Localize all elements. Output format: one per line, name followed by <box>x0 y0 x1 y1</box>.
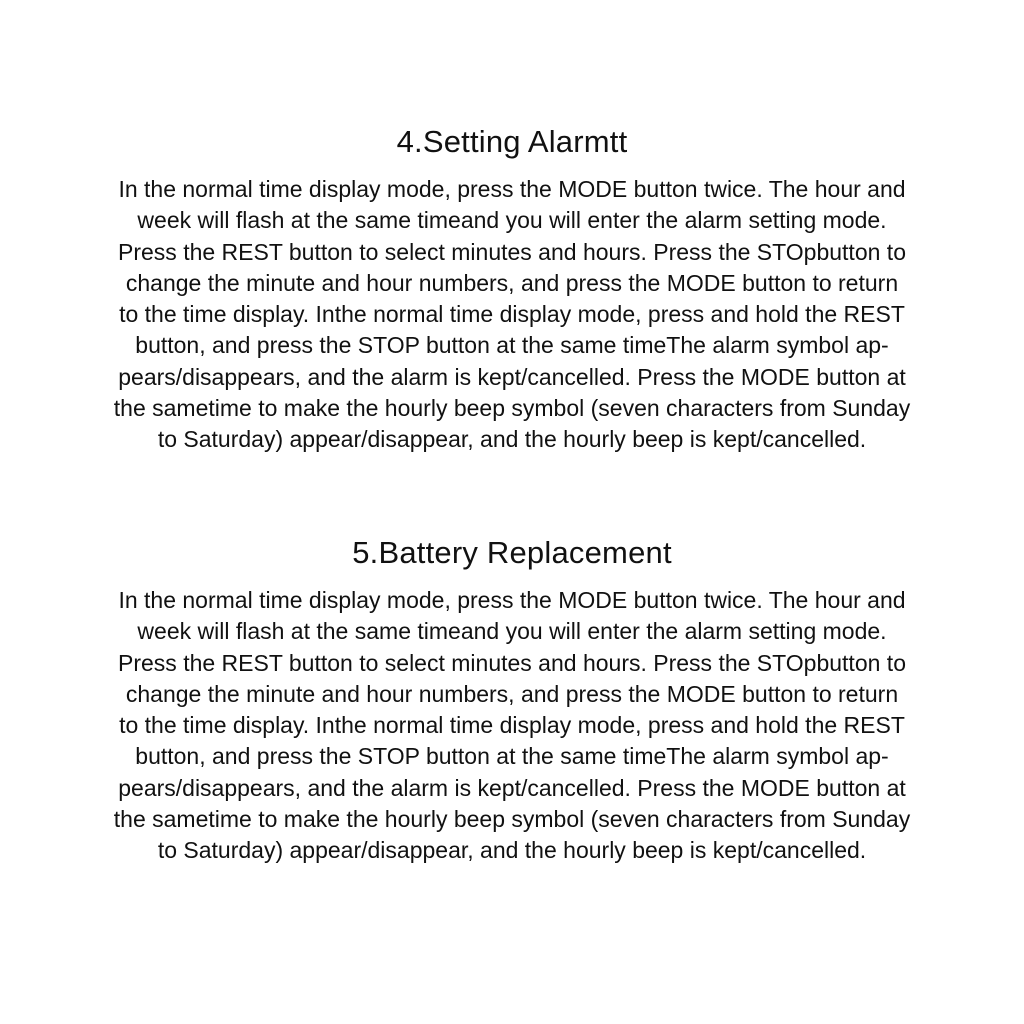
section-heading: 4.Setting Alarmtt <box>396 124 628 159</box>
section-paragraph <box>40 174 984 456</box>
paragraph-line: pears/disappears, and the alarm is kept/cancelled. Press the MODE button at <box>118 363 906 390</box>
paragraph-line: button, and press the STOP button at the same timeThe alarm symbol ap- <box>135 743 889 770</box>
paragraph-line: to Saturday) appear/disappear, and the hourly beep is kept/cancelled. <box>157 426 867 453</box>
section-battery-replacement <box>40 533 984 867</box>
paragraph-line: to the time display. Inthe normal time display mode, press and hold the REST <box>119 301 905 328</box>
paragraph-line: to the time display. Inthe normal time display mode, press and hold the REST <box>119 712 905 739</box>
paragraph-line: button, and press the STOP button at the same timeThe alarm symbol ap- <box>135 332 889 359</box>
paragraph-line: the sametime to make the hourly beep symbol (seven characters from Sunday <box>113 806 911 833</box>
paragraph-line: the sametime to make the hourly beep symbol (seven characters from Sunday <box>113 395 911 422</box>
section-heading: 5.Battery Replacement <box>352 535 672 570</box>
paragraph-line: week will flash at the same timeand you will enter the alarm setting mode. <box>137 618 887 645</box>
paragraph-line: In the normal time display mode, press the MODE button twice. The hour and <box>118 587 906 613</box>
paragraph-line: change the minute and hour numbers, and press the MODE button to return <box>125 269 899 296</box>
section-setting-alarm <box>40 122 984 456</box>
paragraph-line: In the normal time display mode, press the MODE button twice. The hour and <box>118 176 906 202</box>
paragraph-line: Press the REST button to select minutes and hours. Press the STOpbutton to <box>118 649 906 676</box>
paragraph-line: pears/disappears, and the alarm is kept/cancelled. Press the MODE button at <box>118 774 906 801</box>
paragraph-line: to Saturday) appear/disappear, and the hourly beep is kept/cancelled. <box>157 837 867 864</box>
section-paragraph <box>40 585 984 867</box>
paragraph-line: week will flash at the same timeand you will enter the alarm setting mode. <box>137 207 887 234</box>
paragraph-line: Press the REST button to select minutes and hours. Press the STOpbutton to <box>118 238 906 265</box>
paragraph-line: change the minute and hour numbers, and press the MODE button to return <box>125 680 899 707</box>
